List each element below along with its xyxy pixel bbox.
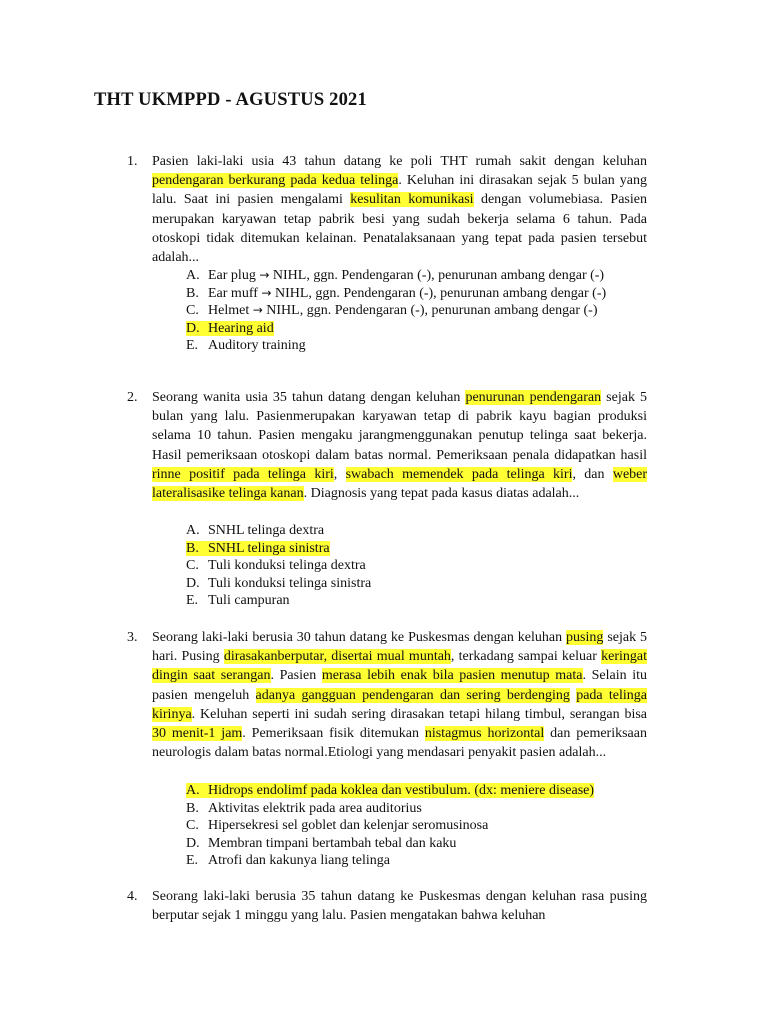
option-list (186, 782, 594, 870)
option-text: Tuli konduksi telinga sinistra (208, 575, 372, 591)
option-label: C. (186, 818, 199, 833)
text-segment: Pasien laki-laki usia 43 tahun datang ke poli THT rumah sakit dengan keluhan (152, 154, 647, 169)
text-segment: , (333, 466, 346, 482)
highlighted-text: keringat dingin saat serangan (152, 649, 648, 684)
question-text (152, 887, 647, 925)
answer-content (186, 593, 290, 608)
highlighted-text: 30 menit-1 jam (152, 726, 243, 742)
option-text: SNHL telinga dextra (208, 523, 325, 538)
option-text-rest: NIHL, ggn. Pendengaran (-), penurunan ambang dengar (-) (269, 268, 605, 283)
answer-content (186, 853, 390, 868)
highlighted-text: adanya gangguan pendengaran dan sering berdenging (255, 687, 570, 703)
question-number: 4. (127, 889, 138, 904)
answer-option (186, 575, 371, 593)
text-segment: . Pasien (270, 668, 322, 684)
answer-option (186, 337, 606, 355)
option-text-rest: NIHL, ggn. Pendengaran (-), penurunan ambang dengar (-) (262, 303, 598, 318)
question-text (152, 152, 647, 267)
highlighted-text: pusing (566, 630, 604, 645)
answer-option (186, 782, 594, 800)
option-list (186, 522, 371, 610)
option-label: E. (186, 338, 199, 353)
text-segment: Seorang wanita usia 35 tahun datang dengan keluhan (152, 390, 466, 405)
option-text: Atrofi dan kakunya liang telinga (208, 853, 390, 868)
highlighted-text: kesulitan komunikasi (350, 192, 474, 208)
option-text: Tuli konduksi telinga dextra (208, 558, 366, 573)
option-label: E. (186, 593, 199, 608)
answer-content (186, 801, 422, 816)
answer-content (186, 818, 488, 833)
answer-content (186, 558, 366, 573)
highlighted-text: dirasakanberputar, disertai mual muntah (223, 649, 451, 665)
option-text: Tuli campuran (208, 593, 290, 608)
question-number: 2. (127, 390, 138, 405)
answer-option (186, 817, 594, 835)
option-label: A. (186, 783, 200, 798)
question-text (152, 628, 647, 762)
option-label: B. (186, 540, 199, 556)
answer-option (186, 320, 606, 338)
answer-option (186, 285, 606, 303)
highlighted-text: pada telinga kirinya (152, 687, 647, 722)
answer-content (186, 303, 598, 318)
option-text: Hearing aid (208, 320, 274, 336)
text-segment: , dan (572, 466, 613, 482)
question-number: 3. (127, 630, 138, 645)
option-label: C. (186, 558, 199, 573)
question-text (152, 388, 647, 503)
arrow-right-icon: → (261, 285, 272, 300)
text-segment: . Keluhan ini dirasakan sejak 5 bulan yang lalu. Saat ini pasien mengalami (152, 173, 647, 208)
option-list (186, 267, 606, 355)
answer-option (186, 852, 594, 870)
highlighted-answer (186, 321, 274, 336)
answer-option (186, 592, 371, 610)
option-text: Helmet (208, 303, 253, 318)
option-text: SNHL telinga sinistra (208, 540, 330, 556)
text-segment: . Selain itu pasien mengeluh (152, 668, 647, 703)
arrow-right-icon: → (252, 303, 263, 317)
answer-content (186, 268, 604, 283)
highlighted-text: pendengaran berkurang pada kedua telinga (152, 173, 399, 189)
text-segment: . Diagnosis yang tepat pada kasus diatas adalah... (303, 486, 580, 502)
answer-option (186, 835, 594, 853)
highlighted-text: nistagmus horizontal (424, 726, 545, 742)
answer-content (186, 836, 456, 851)
option-label: A. (186, 268, 200, 283)
option-label: B. (186, 285, 199, 301)
text-segment: , terkadang sampai keluar (450, 649, 602, 665)
option-label: D. (186, 320, 200, 336)
text-segment: sejak 5 hari. Pusing (152, 630, 648, 665)
text-segment: Seorang laki-laki berusia 30 tahun datang ke Puskesmas dengan keluhan (152, 630, 567, 645)
text-segment: dengan volumebiasa. Pasien merupakan karyawan tetap pabrik besi yang sudah bekerja selama 6 tahun. Pada otoskopi tidak ditemukan kelainan. Penatalaksanaan yang tepat pada pasien tersebut adalah... (152, 192, 647, 266)
option-text: Auditory training (208, 338, 306, 353)
answer-option (186, 557, 371, 575)
option-text: Hipersekresi sel goblet dan kelenjar seromusinosa (208, 818, 489, 833)
option-text: Membran timpani bertambah tebal dan kaku (208, 835, 457, 851)
answer-option (186, 800, 594, 818)
option-label: D. (186, 835, 200, 851)
highlighted-answer (186, 541, 330, 556)
text-segment: sejak 5 bulan yang lalu. Pasienmerupakan karyawan tetap di pabrik kayu bagian produksi selama 10 tahun. Pasien mengaku jarangmenggunakan penutup telinga saat bekerja. Hasil pemeriksaan otoskopi dalam batas normal. Pemeriksaan penala didapatkan hasil (152, 390, 648, 463)
highlighted-answer (186, 783, 594, 798)
highlighted-text: merasa lebih enak bila pasien menutup mata (321, 668, 583, 684)
answer-option (186, 302, 606, 320)
option-label: E. (186, 853, 199, 868)
answer-option (186, 267, 606, 285)
question-number: 1. (127, 154, 138, 169)
highlighted-text: rinne positif pada telinga kiri (152, 466, 334, 482)
highlighted-text: swabach memendek pada telinga kiri (345, 466, 573, 482)
highlighted-text: penurunan pendengaran (465, 390, 602, 405)
option-text-rest: NIHL, ggn. Pendengaran (-), penurunan ambang dengar (-) (271, 285, 607, 301)
answer-content (186, 286, 606, 301)
text-segment: Seorang laki-laki berusia 35 tahun datang ke Puskesmas dengan keluhan rasa pusing berputar sejak 1 minggu yang lalu. Pasien mengatakan bahwa keluhan (152, 889, 647, 924)
option-label: B. (186, 800, 199, 816)
page-title: THT UKMPPD - AGUSTUS 2021 (94, 90, 367, 110)
answer-option (186, 540, 371, 558)
option-text: Aktivitas elektrik pada area auditorius (208, 800, 422, 816)
text-segment: dan pemeriksaan neurologis dalam batas normal.Etiologi yang mendasari penyakit pasien adalah... (152, 726, 647, 761)
option-text: Hidrops endolimf pada koklea dan vestibulum. (dx: meniere disease) (208, 783, 595, 798)
answer-content (186, 523, 324, 538)
option-label: D. (186, 575, 200, 591)
arrow-right-icon: → (259, 268, 270, 282)
answer-content (186, 338, 306, 353)
highlighted-text: weber lateralisasike telinga kanan (152, 466, 648, 502)
option-label: C. (186, 303, 199, 318)
answer-option (186, 522, 371, 540)
answer-content (186, 576, 371, 591)
option-text: Ear muff (208, 285, 262, 301)
option-label: A. (186, 523, 200, 538)
text-segment: . Pemeriksaan fisik ditemukan (242, 726, 425, 742)
text-segment: . Keluhan seperti ini sudah sering dirasakan tetapi hilang timbul, serangan bisa (191, 706, 647, 722)
option-text: Ear plug (208, 268, 260, 283)
